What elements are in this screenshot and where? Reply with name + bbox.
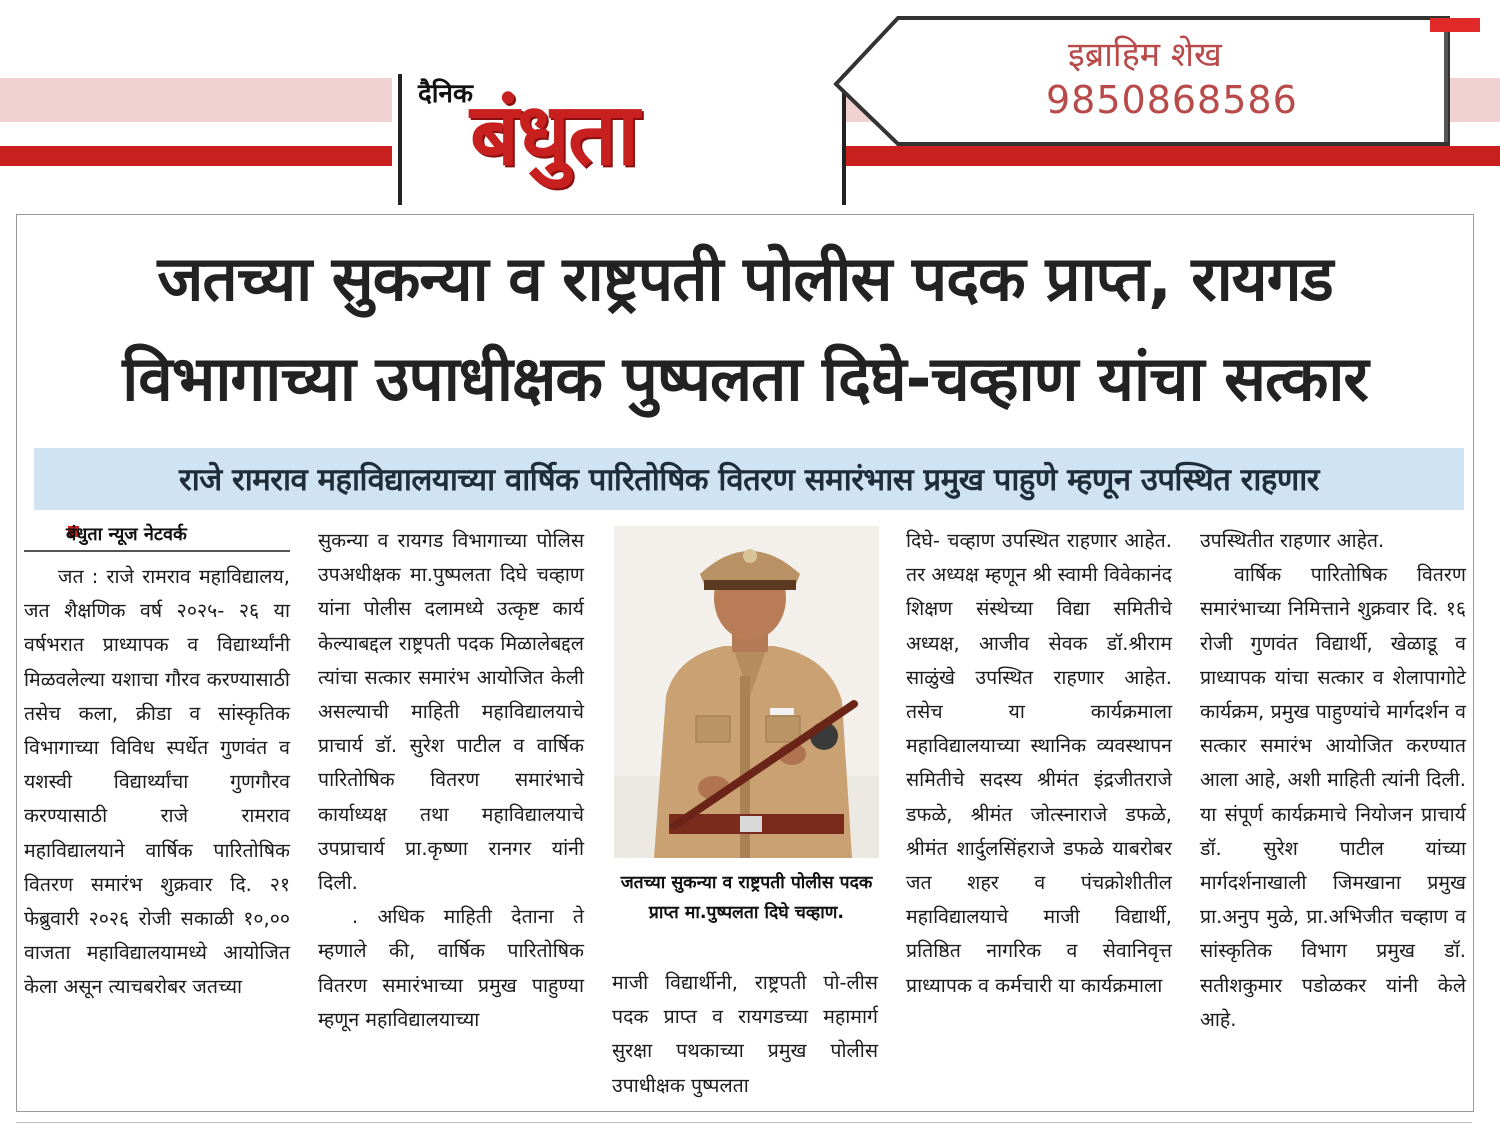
subheadline: राजे रामराव महाविद्यालयाच्या वार्षिक पारितोषिक वितरण समारंभास प्रमुख पाहुणे म्हणून उपस्थित राहणार bbox=[179, 462, 1319, 498]
article-column-2 bbox=[318, 524, 584, 1037]
article-column-1: जत : राजे रामराव महाविद्यालय, जत शैक्षणिक वर्ष २०२५- २६ या वर्षभरात प्राध्यापक व विद्यार्थ्यांनी मिळवलेल्या यशाचा गौरव करण्यासाठी तसेच कला, क्रीडा व सांस्कृतिक विभागाच्या विविध स्पर्धेत गुणवंत व यशस्वी विद्यार्थ्यांचा गुणगौरव करण्यासाठी राजे रामराव महाविद्यालयाने वार्षिक पारितोषिक वितरण समारंभ शुक्रवार दि. २१ फेब्रुवारी २०२६ रोजी सकाळी १०,०० वाजता महाविद्यालयामध्ये आयोजित केला असून त्याचबरोबर जतच्या bbox=[24, 565, 290, 999]
masthead bbox=[0, 0, 1500, 205]
masthead-stripe-pink-left bbox=[0, 78, 392, 122]
flagpole bbox=[1444, 32, 1448, 142]
article-column-5 bbox=[1200, 524, 1466, 1037]
masthead-stripe-red-left bbox=[0, 146, 392, 166]
reporter-name: इब्राहिम शेख bbox=[1068, 35, 1222, 75]
article-column-3: माजी विद्यार्थीनी, राष्ट्रपती पो-लीस पदक प्राप्त व रायगडच्या महामार्ग सुरक्षा पथकाच्या प्रमुख पोलीस उपाधीक्षक पुष्पलता bbox=[612, 971, 878, 1097]
headline-line-1: जतच्या सुकन्या व राष्ट्रपती पोलीस पदक प्राप्त, रायगड bbox=[157, 242, 1333, 315]
headline-line-2: विभागाच्या उपाधीक्षक पुष्पलता दिघे-चव्हाण यांचा सत्कार bbox=[122, 342, 1368, 415]
article-column-5-paragraph-1: उपस्थितीत राहणार आहेत. bbox=[1200, 529, 1385, 552]
article-column-2-paragraph-1: सुकन्या व रायगड विभागाच्या पोलिस उपअधीक्षक मा.पुष्पलता दिघे चव्हाण यांना पोलीस दलामध्ये उत्कृष्ट कार्य केल्याबद्दल राष्ट्रपती पदक मिळालेबद्दल त्यांचा सत्कार समारंभ आयोजित केली असल्याची माहिती महाविद्यालयाचे प्राचार्य डॉ. सुरेश पाटील व वार्षिक पारितोषिक वितरण समारंभाचे कार्याध्यक्ष तथा महाविद्यालयाचे उपप्राचार्य प्रा.कृष्णा रानगर यांनी दिली. bbox=[318, 529, 584, 895]
article-column-5-paragraph-2: वार्षिक पारितोषिक वितरण समारंभाच्या निमित्ताने शुक्रवार दि. १६ रोजी गुणवंत विद्यार्थी, खेळाडू व प्राध्यापक यांचा सत्कार व शेलापागोटे कार्यक्रम, प्रमुख पाहुण्यांचे मार्गदर्शन व सत्कार समारंभ आयोजित करण्यात आला आहे, अशी माहिती त्यांनी दिली. या संपूर्ण कार्यक्रमाचे नियोजन प्राचार्य डॉ. सुरेश पाटील यांच्या मार्गदर्शनाखाली जिमखाना प्रमुख प्रा.अनुप मुळे, प्रा.अभिजीत चव्हाण व सांस्कृतिक विभाग प्रमुख डॉ. सतीशकुमार पडोळकर यांनी केले आहे. bbox=[1200, 563, 1466, 1031]
article-column-2-paragraph-2: . अधिक माहिती देताना ते म्हणाले की, वार्षिक पारितोषिक वितरण समारंभाच्या प्रमुख पाहुण्या म्हणून महाविद्यालयाच्या bbox=[318, 905, 584, 1031]
article-photo bbox=[614, 526, 879, 858]
masthead-divider-left bbox=[398, 74, 402, 205]
page-bottom-rule bbox=[16, 1122, 1472, 1123]
article-column-4: दिघे- चव्हाण उपस्थित राहणार आहेत. तर अध्यक्ष म्हणून श्री स्वामी विवेकानंद शिक्षण संस्थेच्या विद्या समितीचे अध्यक्ष, आजीव सेवक डॉ.श्रीराम साळुंखे उपस्थित राहणार आहेत. तसेच या कार्यक्रमाला महाविद्यालयाच्या स्थानिक व्यवस्थापन समितीचे सदस्य श्रीमंत इंद्रजीतराजे डफळे, श्रीमंत जोत्स्नाराजे डफळे, श्रीमंत शार्दुलसिंहराजे डफळे याबरोबर जत शहर व पंचक्रोशीतील महाविद्यालयाचे माजी विद्यार्थी, प्रतिष्ठित नागरिक व सेवानिवृत्त प्राध्यापक व कर्मचारी या कार्यक्रमाला bbox=[906, 529, 1172, 997]
subheadline-banner bbox=[34, 448, 1464, 510]
flag-icon bbox=[1430, 18, 1480, 32]
officer-portrait-illustration bbox=[614, 526, 879, 858]
byline-rule bbox=[24, 550, 290, 552]
reporter-phone: 9850868586 bbox=[1046, 78, 1298, 122]
brand-prefix: दैनिक bbox=[418, 79, 473, 109]
byline: बंधुता न्यूज नेटवर्क bbox=[66, 524, 187, 545]
photo-caption: जतच्या सुकन्या व राष्ट्रपती पोलीस पदक प्राप्त मा.पुष्पलता दिघे चव्हाण. bbox=[620, 873, 873, 923]
brand-logo-text: बंधुता bbox=[470, 85, 638, 185]
